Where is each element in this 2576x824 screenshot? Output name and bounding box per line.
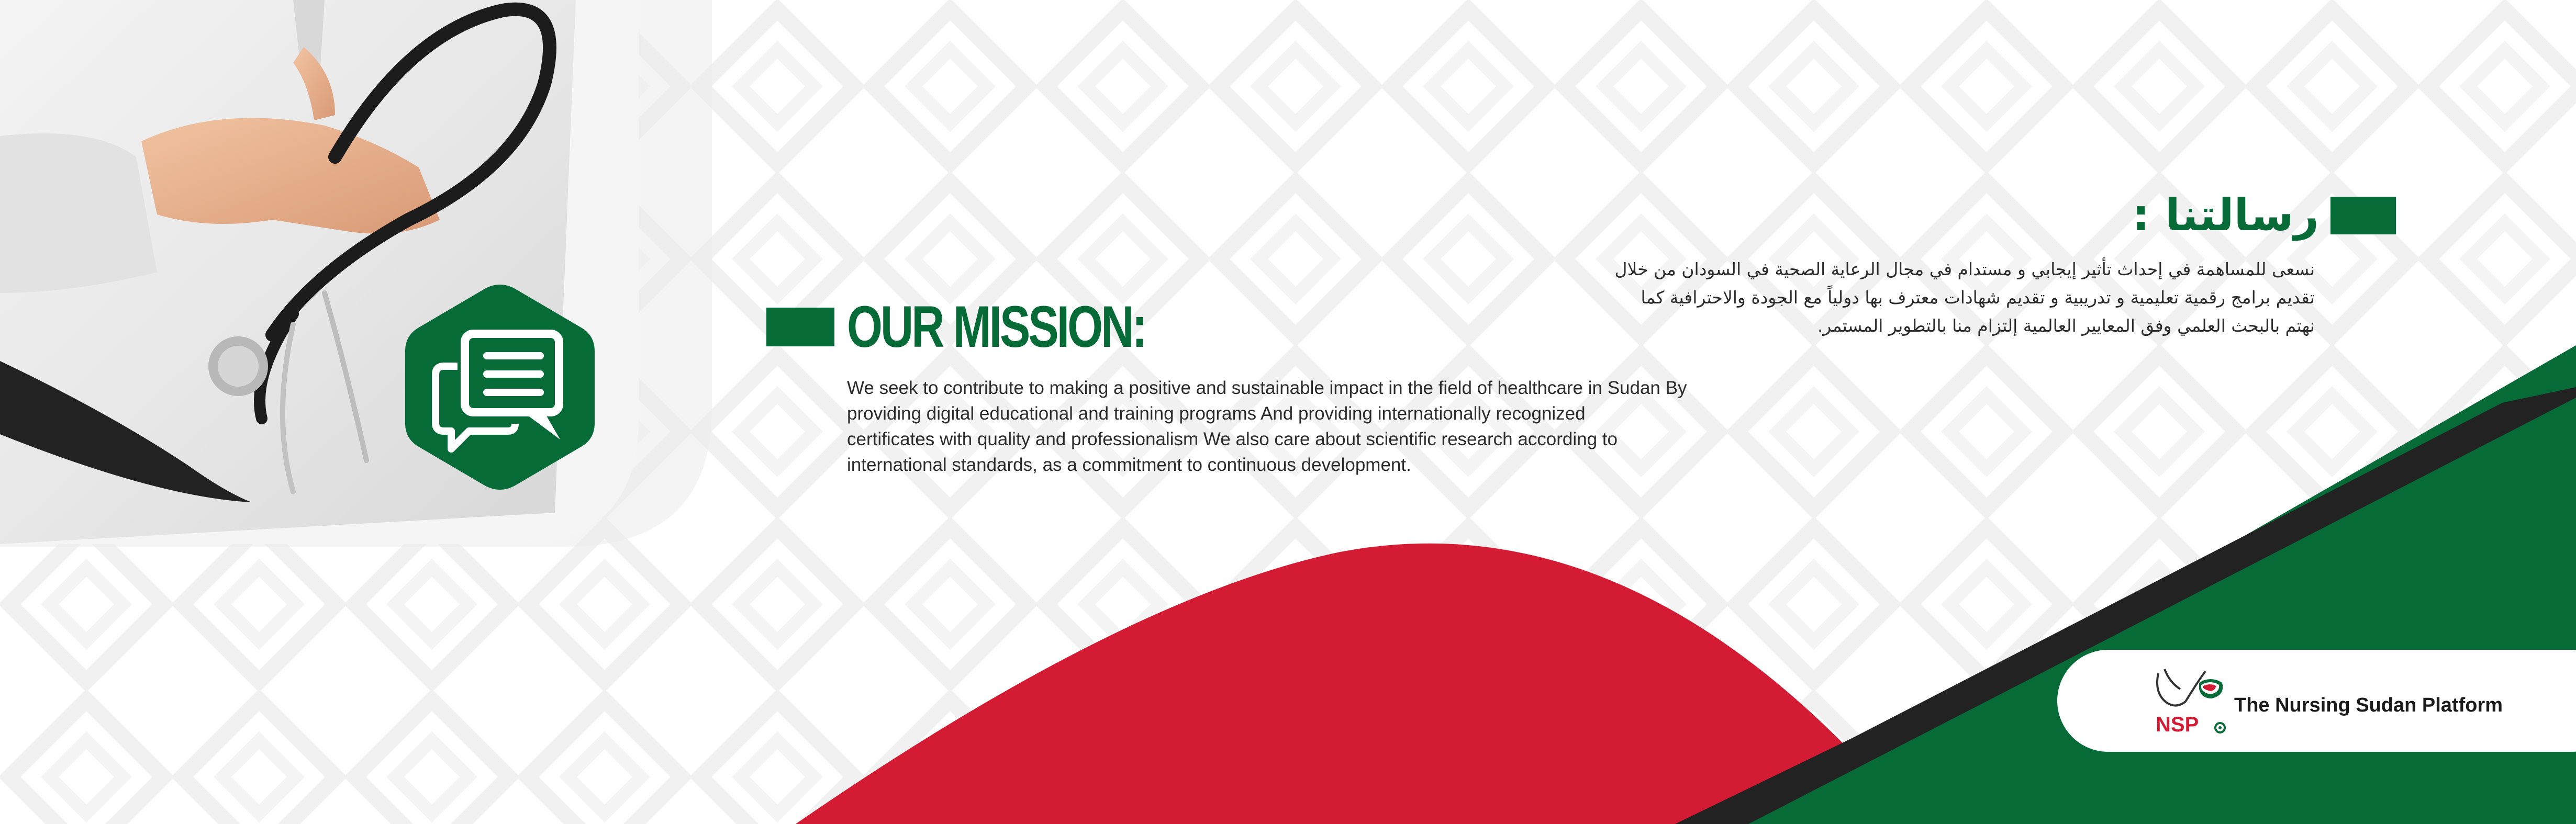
mission-heading-bar-ar xyxy=(2330,197,2396,234)
mission-text-line: We seek to contribute to making a positive and sustainable impact in the field of healthcare in Sudan By xyxy=(847,378,1687,398)
mission-text-line-ar: نهتم بالبحث العلمي وفق المعايير العالمية إلتزام منا بالتطوير المستمر. xyxy=(1817,315,2315,336)
mission-heading-ar: رسالتنا : xyxy=(2132,189,2319,241)
mission-text-line: certificates with quality and professionalism We also care about scientific research according to xyxy=(847,429,1618,449)
logo-abbreviation: NSP xyxy=(2156,713,2199,736)
mission-text-line: providing digital educational and training programs And providing internationally recognized xyxy=(847,403,1586,424)
mission-heading-bar xyxy=(766,308,834,346)
chat-bubbles-icon xyxy=(403,283,597,492)
mission-text-en xyxy=(847,375,1732,478)
mission-heading-en: OUR MISSION: xyxy=(847,294,1145,359)
mission-text-line-ar: تقديم برامج رقمية تعليمية و تدريبية و تقديم شهادات معترف بها دولياً مع الجودة والاحترافية كما xyxy=(1641,287,2315,308)
logo-name: The Nursing Sudan Platform xyxy=(2234,694,2503,716)
mission-text-line-ar: نسعى للمساهمة في إحداث تأثير إيجابي و مستدام في مجال الرعاية الصحية في السودان من خلال xyxy=(1614,259,2315,279)
mission-text-line: international standards, as a commitment to continuous development. xyxy=(847,455,1411,475)
mission-text-ar xyxy=(1340,255,2315,340)
